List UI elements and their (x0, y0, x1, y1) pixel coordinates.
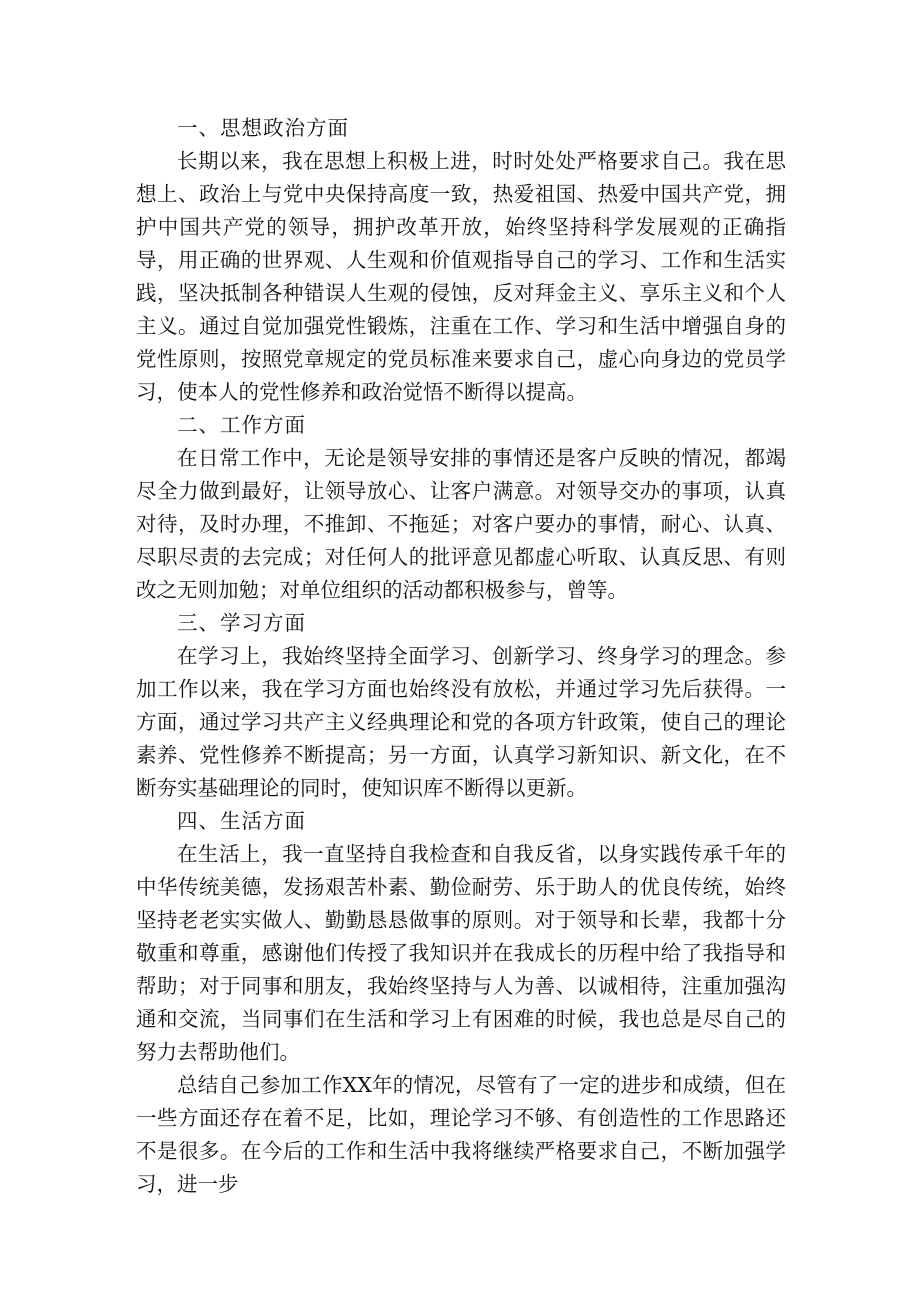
section-paragraph-life: 在生活上，我一直坚持自我检查和自我反省，以身实践传承千年的中华传统美德，发扬艰苦朴素、勤俭耐劳、乐于助人的优良传统，始终坚持老老实实做人、勤勤恳恳做事的原则。对于领导和长辈，我都十分敬重和尊重，感谢他们传授了我知识并在我成长的历程中给了我指导和帮助；对于同事和朋友，我始终坚持与人为善、以诚相待，注重加强沟通和交流，当同事们在生活和学习上有困难的时候，我也总是尽自己的努力去帮助他们。 (136, 842, 786, 1064)
section-paragraph-ideology: 长期以来，我在思想上积极上进，时时处处严格要求自己。我在思想上、政治上与党中央保持高度一致，热爱祖国、热爱中国共产党，拥护中国共产党的领导，拥护改革开放，始终坚持科学发展观的正确指导，用正确的世界观、人生观和价值观指导自己的学习、工作和生活实践，坚决抵制各种错误人生观的侵蚀，反对拜金主义、享乐主义和个人主义。通过自觉加强党性锻炼，注重在工作、学习和生活中增强自身的党性原则，按照党章规定的党员标准来要求自己，虚心向身边的党员学习，使本人的党性修养和政治觉悟不断得以提高。 (136, 149, 786, 404)
section-heading-ideology: 一、思想政治方面 (177, 116, 349, 140)
section-heading-life: 四、生活方面 (177, 809, 306, 833)
document-body (136, 112, 786, 1201)
section-heading-work: 二、工作方面 (177, 413, 306, 437)
section-heading-study: 三、学习方面 (177, 611, 306, 635)
section-paragraph-study: 在学习上，我始终坚持全面学习、创新学习、终身学习的理念。参加工作以来，我在学习方面也始终没有放松，并通过学习先后获得。一方面，通过学习共产主义经典理论和党的各项方针政策，使自己的理论素养、党性修养不断提高；另一方面，认真学习新知识、新文化，在不断夯实基础理论的同时，使知识库不断得以更新。 (136, 644, 786, 800)
conclusion-paragraph: 总结自己参加工作XX年的情况，尽管有了一定的进步和成绩，但在一些方面还存在着不足，比如，理论学习不够、有创造性的工作思路还不是很多。在今后的工作和生活中我将继续严格要求自己，不断加强学习，进一步 (136, 1073, 786, 1196)
section-paragraph-work: 在日常工作中，无论是领导安排的事情还是客户反映的情况，都竭尽全力做到最好，让领导放心、让客户满意。对领导交办的事项，认真对待，及时办理，不推卸、不拖延；对客户要办的事情，耐心、认真、尽职尽责的去完成；对任何人的批评意见都虚心听取、认真反思、有则改之无则加勉；对单位组织的活动都积极参与，曾等。 (136, 446, 786, 602)
